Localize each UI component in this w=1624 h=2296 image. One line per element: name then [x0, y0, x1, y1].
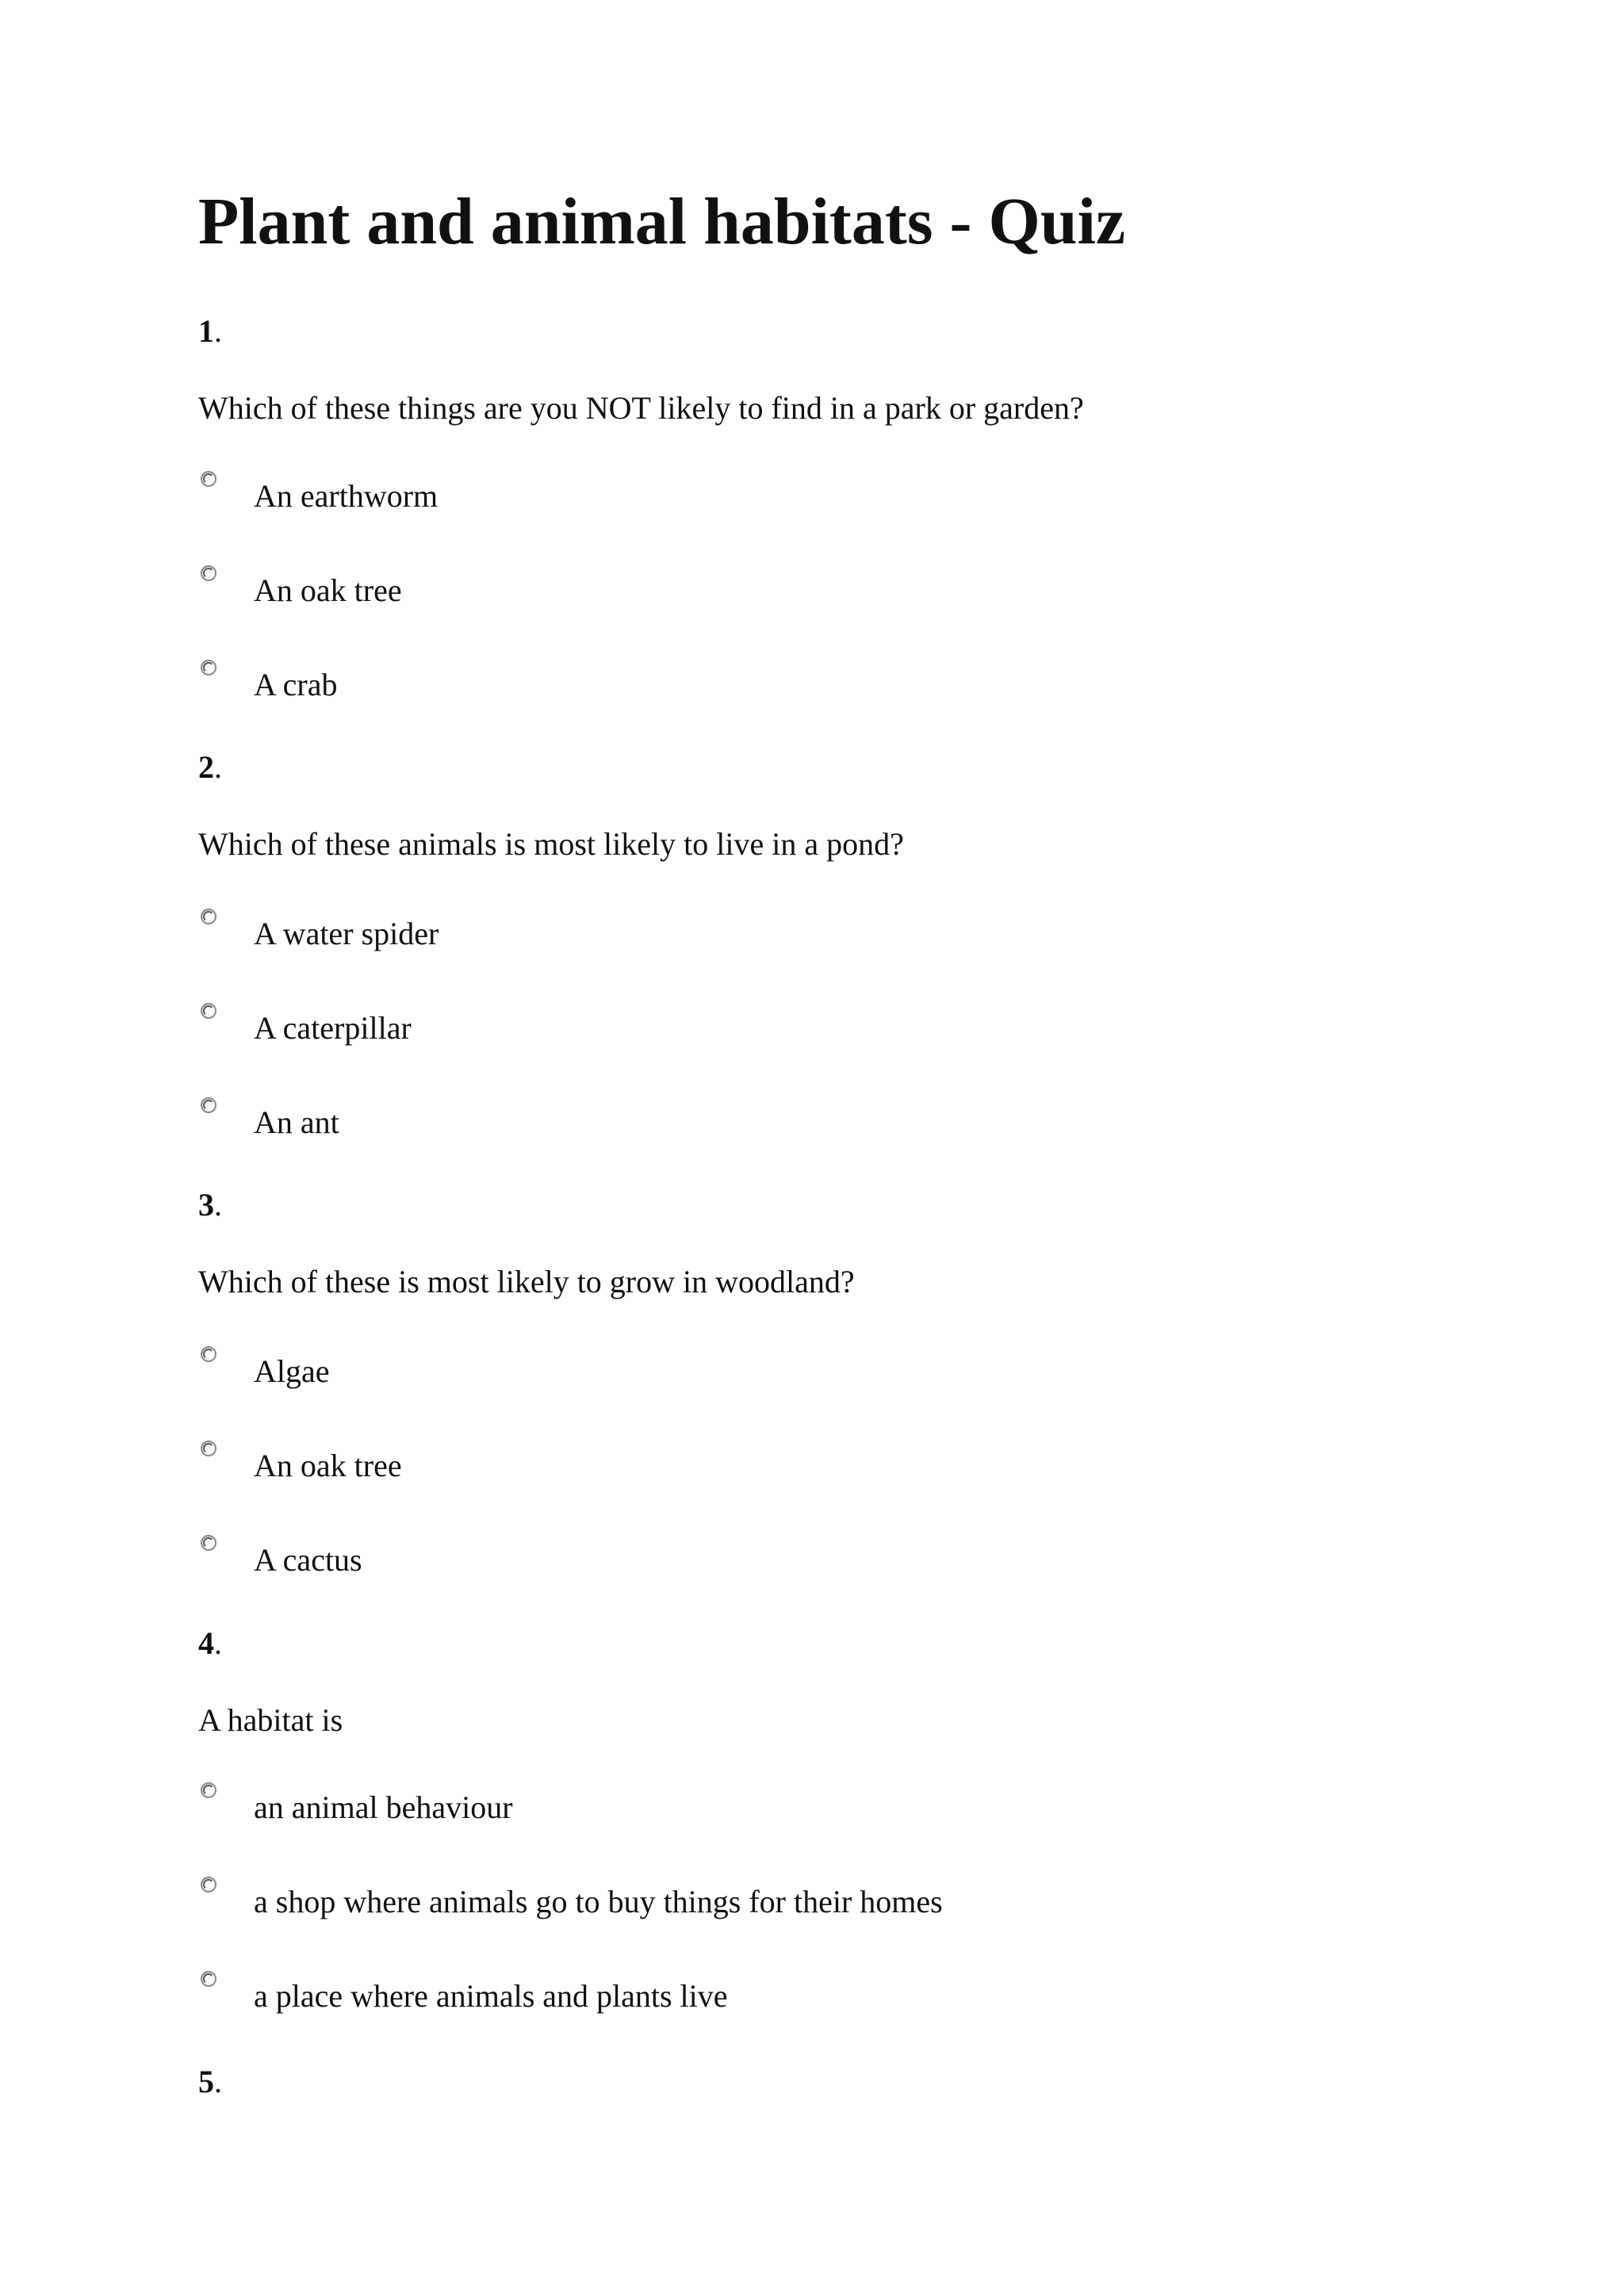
question-number: 2: [198, 749, 214, 785]
radio-button-icon[interactable]: [201, 909, 216, 924]
question-1-number: 1.: [198, 313, 222, 349]
question-3-option-3[interactable]: [198, 1538, 1388, 1586]
option-label[interactable]: An earthworm: [254, 478, 439, 514]
question-2-text: Which of these animals is most likely to live in a pond?: [198, 826, 904, 862]
option-label[interactable]: A water spider: [254, 916, 439, 951]
question-4-option-3[interactable]: [198, 1974, 1388, 2022]
question-3-option-2[interactable]: [198, 1444, 1388, 1491]
question-2-option-2[interactable]: [198, 1006, 1388, 1054]
question-number: 4: [198, 1625, 214, 1661]
radio-button-icon[interactable]: [201, 1535, 216, 1551]
option-label[interactable]: An ant: [254, 1104, 339, 1140]
question-3-text: Which of these is most likely to grow in woodland?: [198, 1264, 855, 1299]
question-1-option-2[interactable]: [198, 568, 1388, 616]
question-4-option-1[interactable]: [198, 1785, 1388, 1833]
option-label[interactable]: an animal behaviour: [254, 1789, 513, 1825]
radio-button-icon[interactable]: [201, 471, 216, 487]
question-number: 5: [198, 2064, 214, 2099]
question-number: 3: [198, 1187, 214, 1223]
radio-button-icon[interactable]: [201, 1346, 216, 1362]
question-2-number: 2.: [198, 749, 222, 785]
option-label[interactable]: a place where animals and plants live: [254, 1978, 728, 2014]
radio-button-icon[interactable]: [201, 1097, 216, 1113]
radio-button-icon[interactable]: [201, 1782, 216, 1798]
page-title: Plant and animal habitats - Quiz: [198, 185, 1126, 258]
question-4-option-2[interactable]: [198, 1880, 1388, 1927]
question-5-number: 5.: [198, 2064, 222, 2099]
question-number: 1: [198, 313, 214, 349]
radio-button-icon[interactable]: [201, 1971, 216, 1987]
radio-button-icon[interactable]: [201, 1003, 216, 1019]
question-3-number: 3.: [198, 1187, 222, 1223]
option-label[interactable]: An oak tree: [254, 572, 402, 608]
option-label[interactable]: A crab: [254, 667, 338, 702]
option-label[interactable]: a shop where animals go to buy things for their homes: [254, 1884, 943, 1919]
radio-button-icon[interactable]: [201, 1877, 216, 1892]
question-3-option-1[interactable]: [198, 1349, 1388, 1397]
question-1-option-3[interactable]: [198, 663, 1388, 710]
question-2-option-1[interactable]: [198, 912, 1388, 959]
question-1-text: Which of these things are you NOT likely to find in a park or garden?: [198, 390, 1084, 426]
question-4-number: 4.: [198, 1625, 222, 1661]
radio-button-icon[interactable]: [201, 1441, 216, 1456]
option-label[interactable]: An oak tree: [254, 1448, 402, 1483]
option-label[interactable]: Algae: [254, 1353, 330, 1389]
radio-button-icon[interactable]: [201, 565, 216, 581]
option-label[interactable]: A cactus: [254, 1542, 362, 1578]
question-4-text: A habitat is: [198, 1702, 343, 1738]
radio-button-icon[interactable]: [201, 660, 216, 675]
question-1-option-1[interactable]: [198, 474, 1388, 522]
option-label[interactable]: A caterpillar: [254, 1010, 412, 1046]
question-2-option-3[interactable]: [198, 1100, 1388, 1148]
